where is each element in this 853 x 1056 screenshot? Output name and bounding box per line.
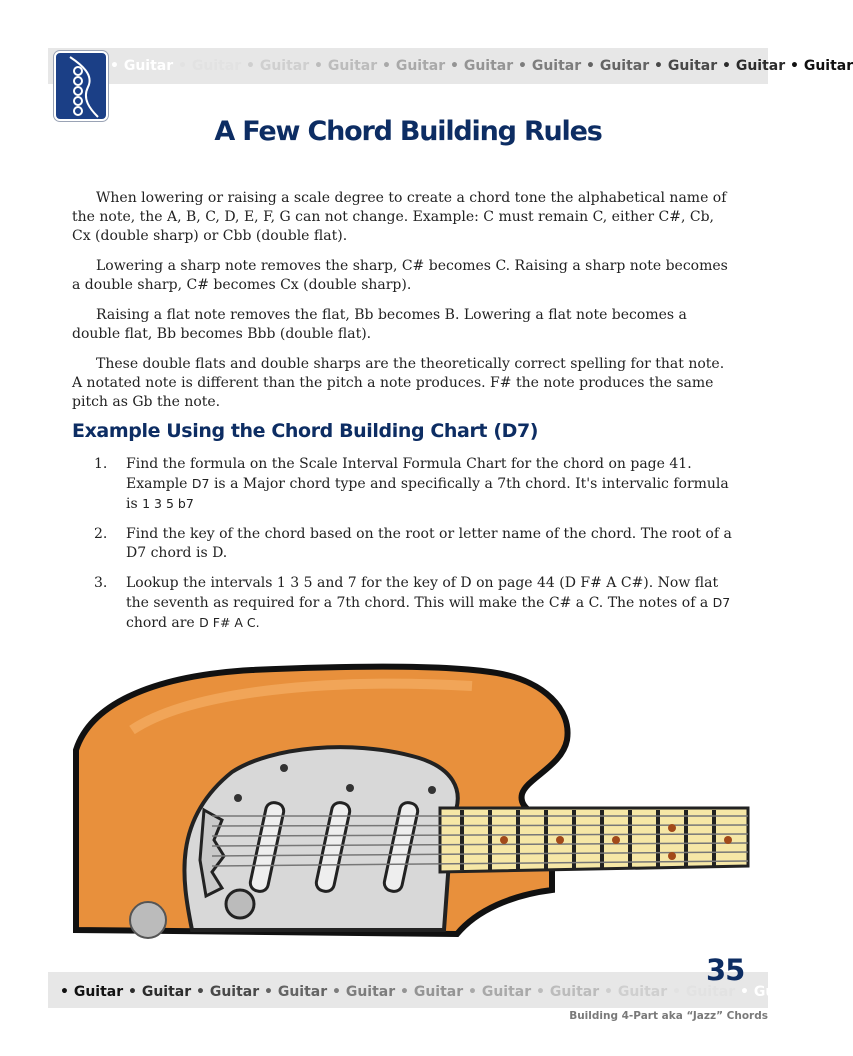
chord-type: Major [242, 476, 286, 492]
screw [280, 764, 288, 772]
step-text-part: chord are [126, 615, 200, 631]
fret-inlay [556, 836, 564, 844]
step-text [126, 455, 732, 514]
step-text-part: chord type and specifically a 7th chord. It's intervalic formula is [126, 476, 729, 512]
steps-list [72, 455, 732, 644]
fret-inlay [668, 852, 676, 860]
step-number: 1. [94, 456, 108, 472]
fret-inlay [612, 836, 620, 844]
header-word: • Guitar [241, 58, 310, 74]
chain-logo-icon [56, 53, 106, 119]
footer-word: • Guitar [60, 984, 124, 1000]
rule-paragraph: These double flats and double sharps are the theoretically correct spelling for that note. A notated note is different than the pitch a note produces. F# the note produces the same pitch as Gb the note. [72, 356, 725, 410]
step-text [126, 574, 732, 633]
header-word: • Guitar [110, 58, 174, 74]
screw [234, 794, 242, 802]
chord-notes: D F# A C. [199, 615, 260, 630]
logo [54, 51, 108, 121]
footer-caption: Building 4-Part aka “Jazz” Chords [569, 1010, 768, 1022]
bridge [200, 810, 224, 896]
header-word: • Guitar [785, 58, 853, 74]
header-word: • Guitar [717, 58, 786, 74]
footer-word: • Guitar [191, 984, 260, 1000]
footer-word: • Guitar [531, 984, 600, 1000]
step-text: Find the key of the chord based on the root or letter name of the chord. The root of a D7 chord is D. [126, 526, 732, 561]
fret-inlay [500, 836, 508, 844]
header-word: • Guitar [649, 58, 718, 74]
rule-paragraph: Lowering a sharp note removes the sharp, C# becomes C. Raising a sharp note becomes a double sharp, C# becomes Cx (double sharp). [72, 258, 728, 293]
step-text-part: for the chord on page 41. Example [126, 456, 692, 492]
step-text-part: is a [209, 476, 243, 492]
header-guitar-words [110, 58, 853, 74]
footer-word: • Guitar [395, 984, 464, 1000]
footer-word: • Guitar [123, 984, 192, 1000]
knob [130, 902, 166, 938]
step-text-part: Find the formula on the [126, 456, 300, 472]
footer-word: • Guitar [463, 984, 532, 1000]
fret-inlay [668, 824, 676, 832]
header-word: • Guitar [445, 58, 514, 74]
chart-name: Scale Interval Formula Chart [299, 456, 507, 472]
rule-paragraph: When lowering or raising a scale degree to create a chord tone the alphabetical name of the note, the A, B, C, D, E, F, G can not change. Example: C must remain C, either C#, Cb, Cx (double sharp) or Cbb (double flat). [72, 190, 727, 244]
guitar-illustration [72, 660, 748, 938]
header-word: • Guitar [173, 58, 242, 74]
screw [428, 786, 436, 794]
list-item [72, 574, 732, 633]
footer-word: • Guitar [667, 984, 736, 1000]
header-word: • Guitar [513, 58, 582, 74]
page-title: A Few Chord Building Rules [214, 116, 602, 147]
page-number: 35 [706, 953, 745, 987]
list-item [72, 455, 732, 514]
header-word: • Guitar [377, 58, 446, 74]
header-word: • Guitar [581, 58, 650, 74]
step-number: 3. [94, 575, 108, 591]
screw [346, 784, 354, 792]
header-word: • Guitar [309, 58, 378, 74]
step-text-part: Lookup the intervals 1 3 5 and 7 for the key of D on page 44 (D F# A C#). Now flat the seventh as required for a 7th chord. This will make the C# a C. The notes of a [126, 575, 719, 611]
step-number: 2. [94, 526, 108, 542]
footer-word: • Guitar [327, 984, 396, 1000]
list-item [72, 525, 732, 563]
chord-name: D7 [191, 476, 210, 491]
example-heading: Example Using the Chord Building Chart (D7) [72, 420, 539, 442]
footer-word: • Guitar [599, 984, 668, 1000]
fret-inlay [724, 836, 732, 844]
footer-word: • Guitar [259, 984, 328, 1000]
chord-formula: 1 3 5 b7 [142, 496, 194, 511]
knob [226, 890, 254, 918]
footer-word: • Guitar [735, 984, 804, 1000]
chord-name: D7 [712, 595, 731, 610]
footer-guitar-words [60, 984, 803, 1000]
rule-paragraph: Raising a flat note removes the flat, Bb becomes B. Lowering a flat note becomes a double flat, Bb becomes Bbb (double flat). [72, 307, 687, 342]
